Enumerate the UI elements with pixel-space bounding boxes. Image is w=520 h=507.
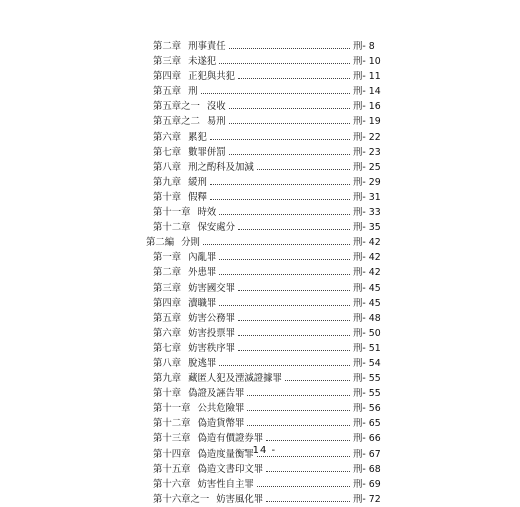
toc-entry-heading <box>153 416 244 431</box>
toc-entry <box>0 84 520 99</box>
toc-dot-leader <box>285 380 350 381</box>
toc-page-ref: 刑- 68 <box>353 463 381 475</box>
toc-chapter-label: 第八章 <box>153 161 182 173</box>
toc-page-ref: 刑- 22 <box>353 131 381 143</box>
toc-entry <box>0 371 520 386</box>
toc-page-ref: 刑- 33 <box>353 207 381 219</box>
toc-page-ref: 刑- 14 <box>353 86 381 98</box>
toc-entry <box>0 265 520 280</box>
toc-page-ref: 刑- 23 <box>353 146 381 158</box>
toc-entry <box>0 492 520 507</box>
toc-entry <box>0 356 520 371</box>
toc-title: 緩刑 <box>188 176 207 188</box>
toc-entry <box>0 205 520 220</box>
toc-title: 脫逃罪 <box>188 357 217 369</box>
toc-entry <box>0 250 520 265</box>
toc-entry <box>0 326 520 341</box>
toc-title: 外患罪 <box>188 267 217 279</box>
toc-entry-heading <box>153 114 226 129</box>
toc-entry <box>0 220 520 235</box>
toc-page-ref: 刑- 42 <box>353 267 381 279</box>
toc-dot-leader <box>201 93 350 94</box>
toc-chapter-label: 第九章 <box>153 373 182 385</box>
toc-entry-heading <box>153 99 226 114</box>
toc-title: 瀆職罪 <box>188 297 217 309</box>
toc-entry-heading <box>153 54 216 69</box>
toc-dot-leader <box>219 274 350 275</box>
toc-dot-leader <box>203 244 350 245</box>
toc-page-ref: 刑- 69 <box>353 478 381 490</box>
toc-page-ref: 刑- 42 <box>353 252 381 264</box>
toc-dot-leader <box>238 78 350 79</box>
toc-title: 藏匿人犯及湮滅證據罪 <box>188 373 282 385</box>
toc-dot-leader <box>257 169 350 170</box>
toc-dot-leader <box>210 139 350 140</box>
toc-chapter-label: 第十二章 <box>153 418 191 430</box>
toc-entry-heading <box>153 281 235 296</box>
toc-chapter-label: 第五章之一 <box>153 101 200 113</box>
toc-page-ref: 刑- 8 <box>353 41 375 52</box>
toc-page-ref: 刑- 54 <box>353 357 381 369</box>
toc-entry <box>0 99 520 114</box>
toc-page-ref: 刑- 35 <box>353 222 381 234</box>
toc-entry-heading <box>153 84 198 99</box>
toc-chapter-label: 第九章 <box>153 176 182 188</box>
toc-entry-heading <box>153 205 216 220</box>
toc-chapter-label: 第十章 <box>153 191 182 203</box>
toc-dot-leader <box>238 290 350 291</box>
toc-entry-heading <box>153 190 207 205</box>
toc-page-ref: 刑- 67 <box>353 448 381 460</box>
toc-entry-heading <box>153 296 216 311</box>
toc-entry-heading <box>153 492 263 507</box>
toc-dot-leader <box>219 259 350 260</box>
toc-title: 保安處分 <box>197 222 236 234</box>
toc-chapter-label: 第十二章 <box>153 222 191 234</box>
toc-chapter-label: 第二編 <box>146 237 175 249</box>
toc-entry <box>0 281 520 296</box>
toc-dot-leader <box>219 214 350 215</box>
toc-entry-heading <box>153 130 207 145</box>
toc-page-ref: 刑- 19 <box>353 116 381 128</box>
toc-title: 偽造貨幣罪 <box>197 418 245 430</box>
toc-title: 刑 <box>188 86 198 98</box>
toc-entry <box>0 160 520 175</box>
toc-page-ref: 刑- 51 <box>353 342 381 354</box>
toc-chapter-label: 第六章 <box>153 131 182 143</box>
toc-title: 假釋 <box>188 191 207 203</box>
toc-entry <box>0 130 520 145</box>
toc-chapter-label: 第十一章 <box>153 403 191 415</box>
toc-entry-heading <box>153 311 235 326</box>
toc-chapter-label: 第十一章 <box>153 207 191 219</box>
toc-dot-leader <box>238 229 350 230</box>
toc-title: 妨害秩序罪 <box>188 342 236 354</box>
toc-dot-leader <box>229 154 350 155</box>
toc-entry-heading <box>153 462 263 477</box>
toc-page-ref: 刑- 55 <box>353 388 381 400</box>
toc-entry <box>0 296 520 311</box>
toc-dot-leader <box>238 320 350 321</box>
toc-title: 分則 <box>181 237 200 249</box>
toc-entry <box>0 175 520 190</box>
toc-dot-leader <box>229 108 350 109</box>
toc-entry-heading <box>153 69 235 84</box>
toc-page-ref: 刑- 56 <box>353 403 381 415</box>
toc-chapter-label: 第七章 <box>153 146 182 158</box>
toc-entry <box>0 69 520 84</box>
toc-entry-heading <box>153 386 244 401</box>
toc-entry <box>0 311 520 326</box>
toc-title: 數罪併罰 <box>188 146 226 158</box>
toc-part-entry <box>0 235 520 250</box>
toc-title: 公共危險罪 <box>197 403 245 415</box>
toc-title: 刑之酌科及加減 <box>188 161 254 173</box>
toc-title: 沒收 <box>206 101 226 113</box>
toc-dot-leader <box>266 471 350 472</box>
toc-dot-leader <box>257 486 350 487</box>
toc-entry <box>0 145 520 160</box>
toc-chapter-label: 第十章 <box>153 388 182 400</box>
toc-entry-heading <box>153 250 216 265</box>
page-number: - 14 - <box>243 445 277 456</box>
toc-entry-heading <box>153 220 235 235</box>
toc-chapter-label: 第四章 <box>153 297 182 309</box>
toc-chapter-label: 第三章 <box>153 56 182 68</box>
toc-chapter-label: 第二章 <box>153 41 182 52</box>
toc-chapter-label: 第四章 <box>153 71 182 83</box>
toc-entry-heading <box>153 356 216 371</box>
toc-entry <box>0 386 520 401</box>
toc-chapter-label: 第五章 <box>153 86 182 98</box>
toc-title: 偽造文書印文罪 <box>197 463 264 475</box>
toc-entry-heading <box>153 175 207 190</box>
toc-dot-leader <box>210 199 350 200</box>
toc-entry-heading <box>153 341 235 356</box>
toc-title: 妨害國交罪 <box>188 282 236 294</box>
toc-entry <box>0 39 520 54</box>
toc-entry-heading <box>153 401 244 416</box>
toc-entry <box>0 401 520 416</box>
toc-chapter-label: 第一章 <box>153 252 182 264</box>
toc-page-ref: 刑- 50 <box>353 327 381 339</box>
toc-title: 妨害風化罪 <box>216 493 264 505</box>
toc-title: 偽造度量衡罪 <box>197 448 254 460</box>
toc-dot-leader <box>219 305 350 306</box>
toc-chapter-label: 第十五章 <box>153 463 191 475</box>
toc-entry-heading <box>153 265 216 280</box>
toc-dot-leader <box>247 425 350 426</box>
toc-dot-leader <box>229 48 350 49</box>
table-of-contents <box>0 39 520 507</box>
toc-title: 未遂犯 <box>188 56 217 68</box>
toc-page-ref: 刑- 65 <box>353 418 381 430</box>
toc-dot-leader <box>219 63 350 64</box>
toc-chapter-label: 第二章 <box>153 267 182 279</box>
toc-entry-heading <box>146 235 200 250</box>
toc-chapter-label: 第五章 <box>153 312 182 324</box>
toc-page-ref: 刑- 66 <box>353 433 381 445</box>
toc-page-ref: 刑- 45 <box>353 297 381 309</box>
toc-dot-leader <box>266 440 350 441</box>
toc-chapter-label: 第七章 <box>153 342 182 354</box>
toc-dot-leader <box>210 184 350 185</box>
toc-title: 偽造有價證券罪 <box>197 433 264 445</box>
toc-title: 刑事責任 <box>188 41 226 52</box>
toc-page-ref: 刑- 29 <box>353 176 381 188</box>
toc-dot-leader <box>229 123 350 124</box>
toc-dot-leader <box>247 395 350 396</box>
toc-entry <box>0 416 520 431</box>
toc-dot-leader <box>266 501 350 502</box>
toc-title: 偽證及誣告罪 <box>188 388 245 400</box>
toc-entry-heading <box>153 145 226 160</box>
toc-chapter-label: 第十三章 <box>153 433 191 445</box>
toc-chapter-label: 第五章之二 <box>153 116 200 128</box>
toc-chapter-label: 第三章 <box>153 282 182 294</box>
toc-page-ref: 刑- 16 <box>353 101 381 113</box>
toc-chapter-label: 第十四章 <box>153 448 191 460</box>
toc-entry <box>0 54 520 69</box>
toc-title: 妨害投票罪 <box>188 327 236 339</box>
toc-page-ref: 刑- 10 <box>353 56 381 68</box>
toc-title: 妨害性自主罪 <box>197 478 254 490</box>
toc-dot-leader <box>219 365 350 366</box>
toc-entry-heading <box>153 39 226 54</box>
toc-entry <box>0 190 520 205</box>
toc-chapter-label: 第八章 <box>153 357 182 369</box>
toc-entry <box>0 462 520 477</box>
toc-entry-heading <box>153 160 254 175</box>
toc-title: 妨害公務罪 <box>188 312 236 324</box>
toc-dot-leader <box>238 335 350 336</box>
toc-page-ref: 刑- 25 <box>353 161 381 173</box>
toc-page-ref: 刑- 55 <box>353 373 381 385</box>
toc-entry-heading <box>153 477 254 492</box>
toc-page-ref: 刑- 45 <box>353 282 381 294</box>
toc-page-ref: 刑- 42 <box>353 237 381 249</box>
toc-chapter-label: 第十六章之一 <box>153 493 210 505</box>
toc-title: 時效 <box>197 207 217 219</box>
toc-entry <box>0 114 520 129</box>
toc-entry-heading <box>153 326 235 341</box>
toc-chapter-label: 第十六章 <box>153 478 191 490</box>
toc-title: 累犯 <box>188 131 207 143</box>
toc-entry <box>0 477 520 492</box>
toc-dot-leader <box>247 410 350 411</box>
toc-page-ref: 刑- 48 <box>353 312 381 324</box>
toc-entry-heading <box>153 371 282 386</box>
toc-title: 易刑 <box>206 116 226 128</box>
toc-page-ref: 刑- 72 <box>353 493 381 505</box>
toc-chapter-label: 第六章 <box>153 327 182 339</box>
toc-entry <box>0 341 520 356</box>
toc-dot-leader <box>238 350 350 351</box>
toc-page-ref: 刑- 11 <box>353 71 381 83</box>
toc-title: 正犯與共犯 <box>188 71 236 83</box>
toc-title: 內亂罪 <box>188 252 217 264</box>
toc-page-ref: 刑- 31 <box>353 191 381 203</box>
